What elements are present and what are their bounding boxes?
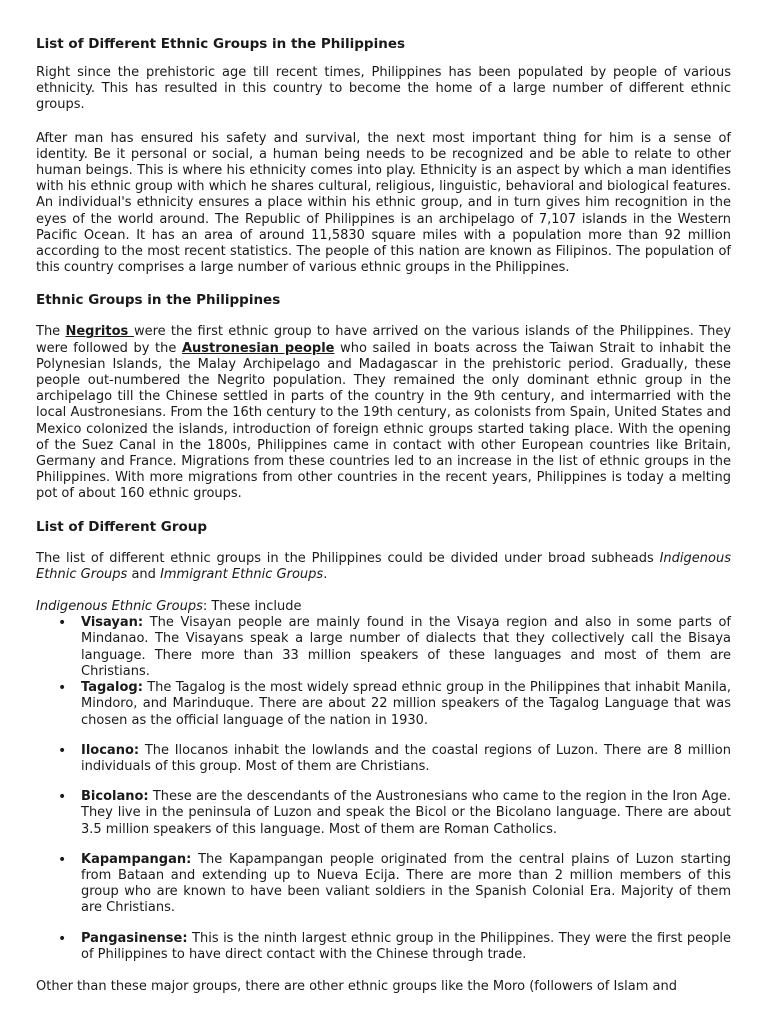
item-name: Pangasinense: [81,930,188,946]
item-text: These are the descendants of the Austronesians who came to the region in the Iron Age. They live in the peninsula of Luzon and speak the Bicol or the Bicolano language. There are about 3.5 million speakers of this language. Most of them are Roman Catholics. [81,789,731,837]
item-text: The Kapampangan people originated from the central plains of Luzon starting from Bataan and extending up to Nueva Ecija. There are more than 2 million members of this group who are known to have been valiant soldiers in the Spanish Colonial Era. Majority of them are Christians. [81,851,731,916]
ethnic-text-3: who sailed in boats across the Taiwan Strait to inhabit the Polynesian Islands, the Malay Archipelago and Madagascar in the prehistoric period. Gradually, these people out-numbered the Negrito population. They remained the only dominant ethnic group in the archipelago till the Chinese settled in parts of the country in the 9th century, and intermarried with the local Austronesians. From the 16th century to the 19th century, as colonists from Spain, United States and Mexico colonized the islands, introduction of foreign ethnic groups started taking place. With the opening of the Suez Canal in the 1800s, Philippines came in contact with other European countries like Britain, Germany and France. Migrations from these countries led to an increase in the list of ethnic groups in the Philippines. With more migrations from other countries in the recent years, Philippines is today a melting pot of about 160 ethnic groups. [36,340,732,502]
list-item-pangasinense [36,931,731,963]
indigenous-intro [36,599,731,615]
negritos-link[interactable]: Negritos [65,324,134,340]
indigenous-label: Indigenous Ethnic Groups [36,599,203,615]
item-text: The Tagalog is the most widely spread ethnic group in the Philippines that inhabit Manila, Mindoro, and Marinduque. There are about 22 million speakers of the Tagalog Language that was chosen as the official language of the nation in 1930. [81,680,731,728]
list-item-visayan [36,615,731,680]
identity-paragraph: After man has ensured his safety and survival, the next most important thing for him is a sense of identity. Be it personal or social, a human being needs to be recognized and be able to relate to other human beings. This is where his ethnicity comes into play. Ethnicity is an aspect by which a man identifies with his ethnic group with which he shares cultural, religious, linguistic, behavioral and biological features. An individual's ethnicity ensures a place within his ethnic group, and in turn gives him recognition in the eyes of the world around. The Republic of Philippines is an archipelago of 7,107 islands in the Western Pacific Ocean. It has an area of around 11,5830 square miles with a population more than 92 million according to the most recent statistics. The people of this nation are known as Filipinos. The population of this country comprises a large number of various ethnic groups in the Philippines. [36,130,731,276]
immigrant-subhead: Immigrant Ethnic Groups [160,566,324,582]
list-text-1: The list of different ethnic groups in the Philippines could be divided under broad subheads [36,550,660,566]
item-text: This is the ninth largest ethnic group in the Philippines. They were the first people of Philippines to have direct contact with the Chinese through trade. [81,930,731,962]
page-title: List of Different Ethnic Groups in the Philippines [36,36,406,52]
list-text-3: . [323,566,328,582]
indigenous-list [36,615,731,963]
intro-paragraph: Right since the prehistoric age till recent times, Philippines has been populated by people of various ethnicity. This has resulted in this country to become the home of a large number of different ethnic groups. [36,65,731,113]
ethnic-text-1: The [36,324,66,340]
item-name: Tagalog: [81,680,143,696]
item-text: The Visayan people are mainly found in the Visaya region and also in some parts of Mindanao. The Visayans speak a large number of dialects that they collectively call the Bisaya language. There more than 33 million speakers of these languages and most of them are Christians. [81,615,731,679]
ethnic-text-2: were the first ethnic group to have arrived on the various islands of the Philippines. They were followed by the [36,324,732,356]
list-heading: List of Different Group [36,518,208,535]
item-name: Bicolano: [81,789,149,805]
item-name: Visayan: [81,615,144,631]
list-intro-paragraph [36,551,731,583]
item-text: The Ilocanos inhabit the lowlands and the coastal regions of Luzon. There are 8 million individuals of this group. Most of them are Christians. [81,742,731,774]
ethnic-groups-heading: Ethnic Groups in the Philippines [36,292,281,309]
list-text-2: and [127,566,161,582]
list-item-kapampangan [36,852,731,917]
document-page [36,0,731,995]
list-item-bicolano [36,789,731,838]
ethnic-groups-paragraph [36,324,731,502]
indigenous-suffix: : These include [202,599,302,615]
indigenous-subhead: Indigenous Ethnic Groups [36,550,731,582]
item-name: Ilocano: [81,742,140,758]
list-item-ilocano [36,743,731,775]
closing-paragraph: Other than these major groups, there are other ethnic groups like the Moro (followers of Islam and [36,978,677,994]
austronesian-people-link[interactable]: Austronesian people [181,340,335,356]
item-name: Kapampangan: [81,851,192,867]
list-item-tagalog [36,680,731,729]
